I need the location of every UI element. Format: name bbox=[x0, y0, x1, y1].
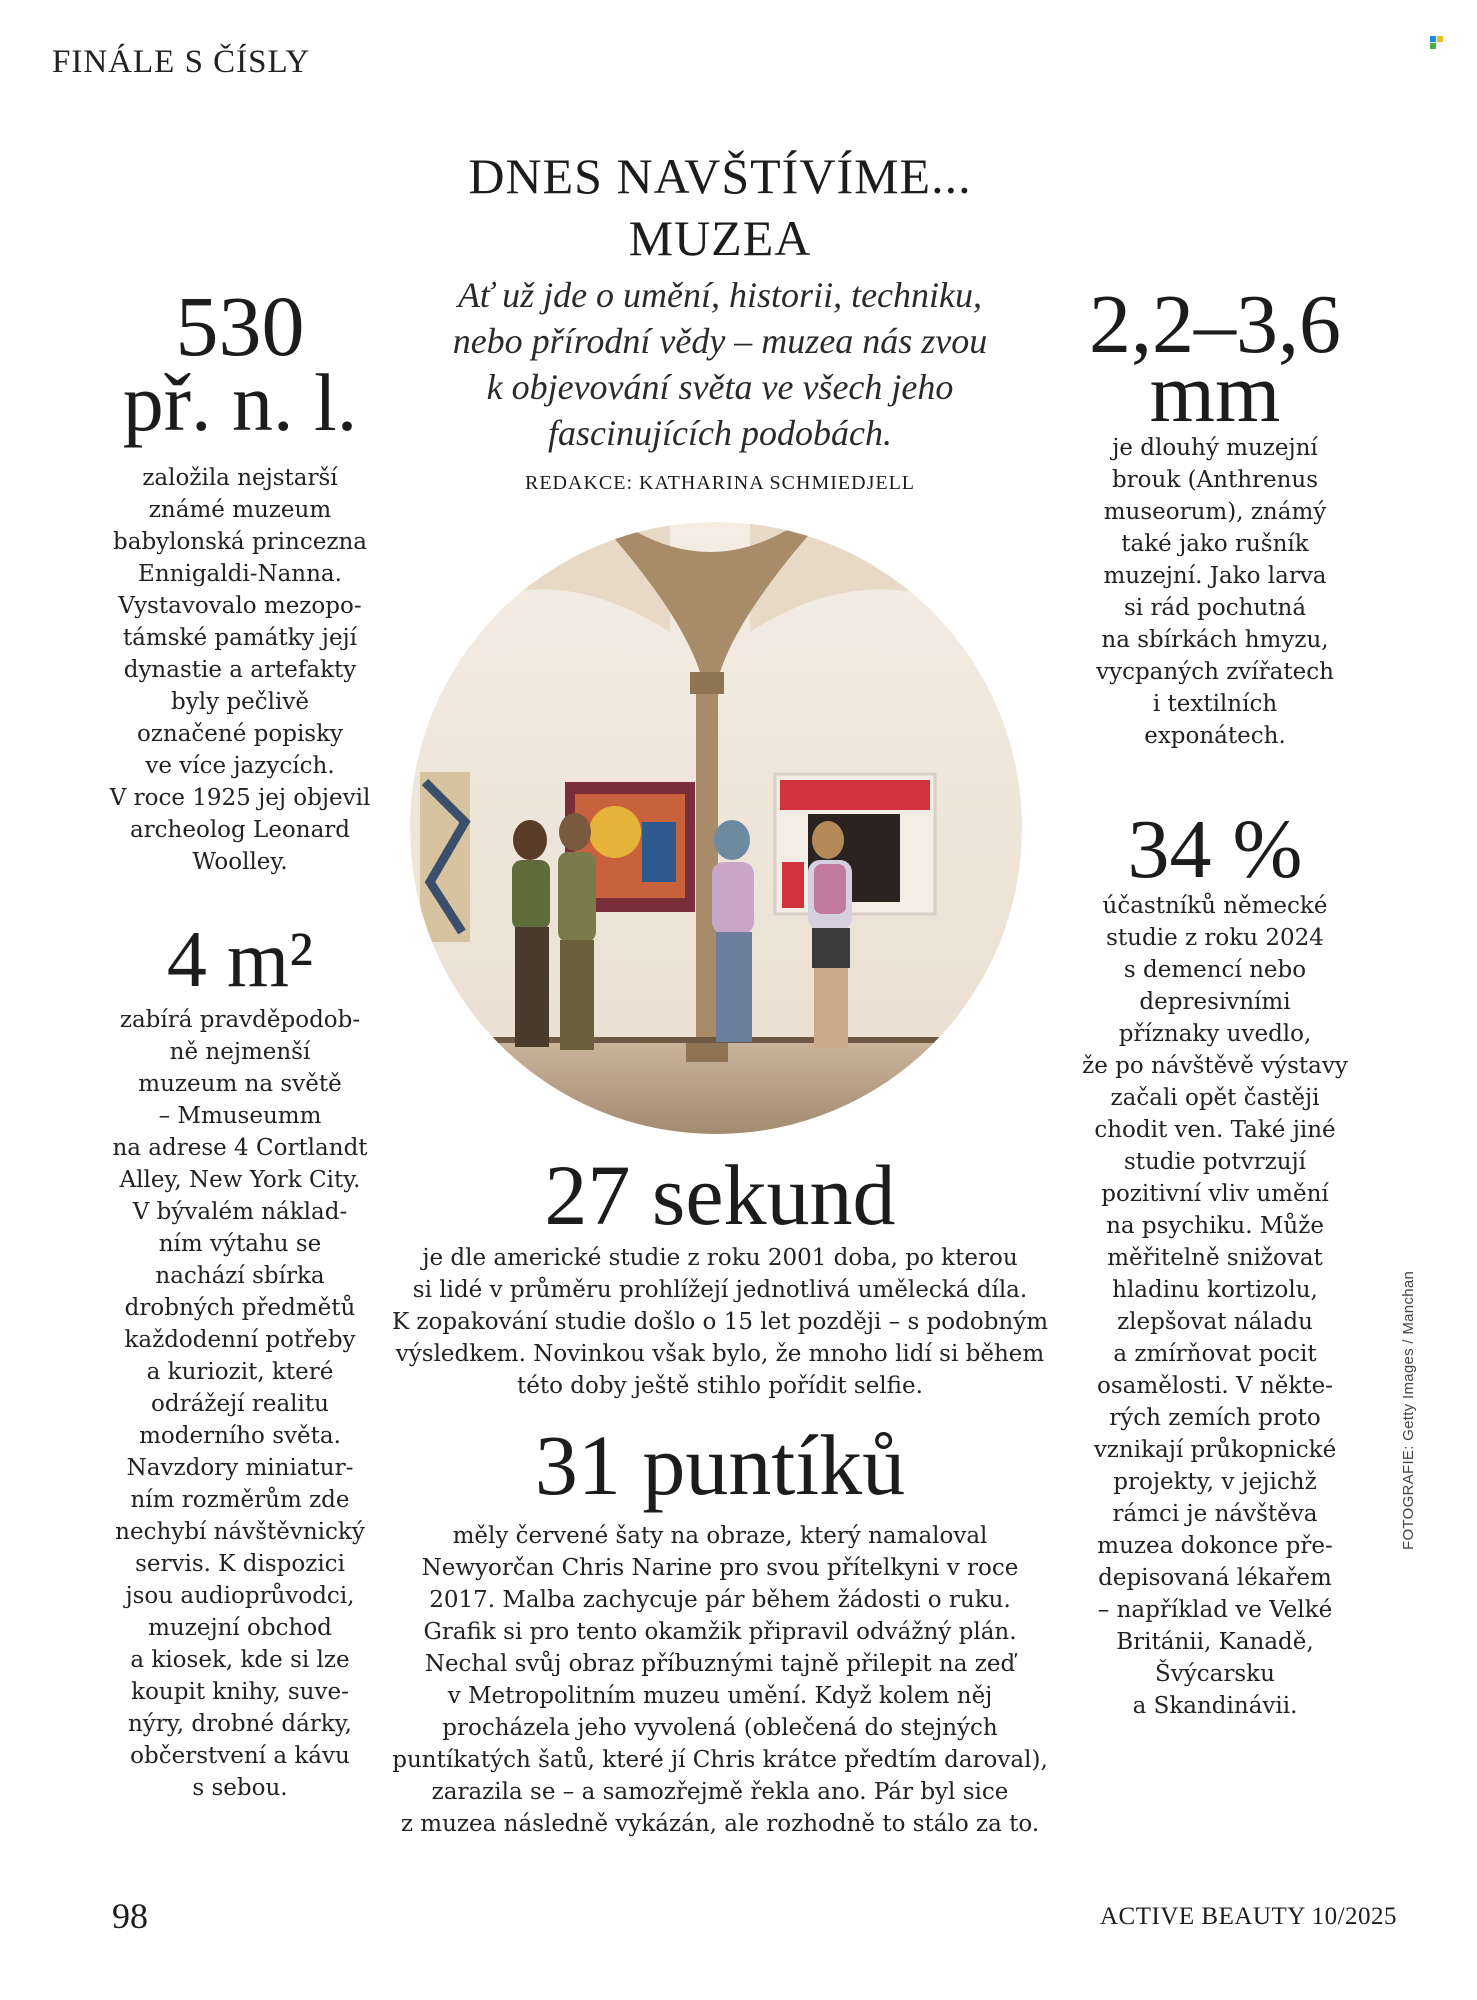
text-line: také jako rušník bbox=[1121, 531, 1309, 557]
text-line: dynastie a artefakty bbox=[123, 657, 357, 683]
text-line: osamělosti. V někte- bbox=[1097, 1373, 1333, 1399]
text-line: rámci je návštěva bbox=[1112, 1501, 1318, 1527]
text-line: muzea dokonce pře- bbox=[1097, 1533, 1333, 1559]
text-line: V roce 1925 jej objevil bbox=[109, 785, 371, 811]
intro-line: fascinujících podobách. bbox=[548, 413, 892, 453]
text-line: hladinu kortizolu, bbox=[1112, 1277, 1318, 1303]
text-line: Grafik si pro tento okamžik připravil odvážný plán. bbox=[423, 1619, 1017, 1645]
text-line: ním rozměrům zde bbox=[130, 1487, 350, 1513]
title-line-1: DNES NAVŠTÍVÍME... bbox=[468, 148, 972, 204]
text-line: – například ve Velké bbox=[1097, 1597, 1333, 1623]
text-line: odrážejí realitu bbox=[151, 1391, 329, 1417]
text-line: i textilních bbox=[1152, 691, 1278, 717]
text-line: ve více jazycích. bbox=[145, 753, 335, 779]
text-line: s sebou. bbox=[192, 1775, 288, 1801]
text-line: servis. K dispozici bbox=[135, 1551, 345, 1577]
section-label: FINÁLE S ČÍSLY bbox=[52, 44, 311, 80]
text-line: exponátech. bbox=[1144, 723, 1286, 749]
text-line: a kiosek, kde si lze bbox=[130, 1647, 350, 1673]
text-line: ně nejmenší bbox=[169, 1039, 311, 1065]
museum-gallery-illustration bbox=[410, 522, 1022, 1134]
text-line: je dle americké studie z roku 2001 doba, po kterou bbox=[422, 1245, 1018, 1271]
text-line: příznaky uvedlo, bbox=[1118, 1021, 1312, 1047]
text-line: byly pečlivě bbox=[171, 689, 309, 715]
page-number: 98 bbox=[112, 1896, 148, 1936]
text-line: s demencí nebo bbox=[1123, 957, 1307, 983]
corner-logo-mark bbox=[1430, 36, 1444, 50]
text-line: nýry, drobné dárky, bbox=[127, 1711, 352, 1737]
text-line: depresivními bbox=[1139, 989, 1291, 1015]
text-line: nechybí návštěvnický bbox=[115, 1519, 365, 1545]
text-line: Nechal svůj obraz příbuznými tajně přilepit na zeď bbox=[424, 1651, 1016, 1677]
fact-31-number: 31 puntíků bbox=[534, 1417, 906, 1513]
text-line: jsou audioprůvodci, bbox=[125, 1583, 355, 1609]
text-line: muzejní. Jako larva bbox=[1103, 563, 1327, 589]
text-line: z muzea následně vykázán, ale rozhodně to stálo za to. bbox=[400, 1811, 1040, 1837]
text-line: Británii, Kanadě, bbox=[1116, 1629, 1314, 1655]
text-line: Woolley. bbox=[192, 849, 288, 875]
fact-27-text bbox=[380, 1242, 1060, 1402]
text-line: Newyorčan Chris Narine pro svou přítelkyni v roce bbox=[421, 1555, 1019, 1581]
text-line: depisovaná lékařem bbox=[1098, 1565, 1332, 1591]
fact-530-number: 530 bbox=[175, 278, 305, 374]
text-line: začali opět častěji bbox=[1110, 1085, 1320, 1111]
fact-34-text bbox=[1020, 890, 1410, 1722]
title-line-2: MUZEA bbox=[628, 210, 812, 266]
fact-27-number: 27 sekund bbox=[544, 1147, 896, 1243]
byline: REDAKCE: KATHARINA SCHMIEDJELL bbox=[525, 472, 915, 494]
text-line: výsledkem. Novinkou však bylo, že mnoho lidí si během bbox=[395, 1341, 1045, 1367]
text-line: na psychiku. Může bbox=[1106, 1213, 1324, 1239]
text-line: procházela jeho vyvolená (oblečená do stejných bbox=[442, 1715, 998, 1741]
fact-4m2-number: 4 m² bbox=[166, 916, 314, 1004]
text-line: drobných předmětů bbox=[124, 1295, 356, 1321]
text-line: označené popisky bbox=[136, 721, 344, 747]
text-line: této doby ještě stihlo pořídit selfie. bbox=[517, 1373, 923, 1399]
intro-line: Ať už jde o umění, historii, techniku, bbox=[457, 275, 983, 315]
text-line: brouk (Anthrenus bbox=[1111, 467, 1319, 493]
text-line: v Metropolitním muzeu umění. Když kolem něj bbox=[447, 1683, 993, 1709]
text-line: každodenní potřeby bbox=[124, 1327, 356, 1353]
text-line: a zmírňovat pocit bbox=[1113, 1341, 1317, 1367]
text-line: zlepšovat náladu bbox=[1117, 1309, 1313, 1335]
text-line: na sbírkách hmyzu, bbox=[1101, 627, 1329, 653]
text-line: občerstvení a kávu bbox=[130, 1743, 350, 1769]
text-line: Ennigaldi-Nanna. bbox=[138, 561, 342, 587]
museum-photo bbox=[410, 522, 1022, 1134]
text-line: moderního světa. bbox=[139, 1423, 341, 1449]
text-line: V bývalém náklad- bbox=[132, 1199, 348, 1225]
text-line: muzeum na světě bbox=[138, 1071, 342, 1097]
fact-530-text bbox=[60, 462, 420, 878]
fact-31-text bbox=[380, 1520, 1060, 1840]
text-line: Alley, New York City. bbox=[119, 1167, 361, 1193]
text-line: měly červené šaty na obraze, který namaloval bbox=[452, 1523, 988, 1549]
article-intro bbox=[400, 272, 1040, 456]
fact-34-number: 34 % bbox=[1127, 803, 1303, 896]
text-line: projekty, v jejichž bbox=[1113, 1469, 1317, 1495]
text-line: – Mmuseumm bbox=[158, 1103, 322, 1129]
intro-line: nebo přírodní vědy – muzea nás zvou bbox=[452, 321, 988, 361]
text-line: pozitivní vliv umění bbox=[1101, 1181, 1329, 1207]
fact-4m2-text bbox=[60, 1004, 420, 1804]
text-line: na adrese 4 Cortlandt bbox=[112, 1135, 368, 1161]
text-line: puntíkatých šatů, které jí Chris krátce předtím daroval), bbox=[392, 1747, 1048, 1773]
text-line: K zopakování studie došlo o 15 let později – s podobným bbox=[391, 1309, 1049, 1335]
photo-credit: FOTOGRAFIE: Getty Images / Manchan bbox=[1400, 1270, 1417, 1550]
article-title bbox=[400, 145, 1040, 269]
text-line: měřitelně snižovat bbox=[1107, 1245, 1323, 1271]
text-line: zabírá pravděpodob- bbox=[119, 1007, 361, 1033]
text-line: že po návštěvě výstavy bbox=[1082, 1053, 1348, 1079]
text-line: Navzdory miniatur- bbox=[126, 1455, 354, 1481]
text-line: nachází sbírka bbox=[155, 1263, 325, 1289]
text-line: založila nejstarší bbox=[142, 465, 338, 491]
intro-line: k objevování světa ve všech jeho bbox=[486, 367, 954, 407]
text-line: si rád pochutná bbox=[1123, 595, 1307, 621]
text-line: rých zemích proto bbox=[1109, 1405, 1321, 1431]
text-line: si lidé v průměru prohlížejí jednotlivá umělecká díla. bbox=[412, 1277, 1028, 1303]
text-line: támské památky její bbox=[122, 625, 358, 651]
text-line: účastníků německé bbox=[1102, 893, 1328, 919]
fact-beetle-text bbox=[1020, 432, 1410, 752]
text-line: studie z roku 2024 bbox=[1106, 925, 1324, 951]
text-line: a Skandinávii. bbox=[1132, 1693, 1298, 1719]
text-line: koupit knihy, suve- bbox=[131, 1679, 349, 1705]
text-line: Švýcarsku bbox=[1155, 1661, 1275, 1687]
text-line: muzejní obchod bbox=[148, 1615, 332, 1641]
text-line: babylonská princezna bbox=[113, 529, 367, 555]
fact-530-unit: př. n. l. bbox=[122, 357, 358, 448]
text-line: známé muzeum bbox=[148, 497, 332, 523]
text-line: zarazila se – a samozřejmě řekla ano. Pár byl sice bbox=[431, 1779, 1009, 1805]
text-line: ním výtahu se bbox=[158, 1231, 322, 1257]
issue-label: ACTIVE BEAUTY 10/2025 bbox=[1100, 1903, 1398, 1930]
text-line: chodit ven. Také jiné bbox=[1094, 1117, 1336, 1143]
text-line: vycpaných zvířatech bbox=[1096, 659, 1334, 685]
text-line: studie potvrzují bbox=[1123, 1149, 1307, 1175]
fact-beetle-number: 2,2–3,6 bbox=[1089, 278, 1341, 371]
text-line: a kuriozit, které bbox=[146, 1359, 334, 1385]
text-line: vznikají průkopnické bbox=[1093, 1437, 1337, 1463]
text-line: 2017. Malba zachycuje pár během žádosti o ruku. bbox=[429, 1587, 1011, 1613]
text-line: archeolog Leonard bbox=[129, 817, 351, 843]
fact-beetle-unit: mm bbox=[1149, 347, 1281, 440]
text-line: museorum), známý bbox=[1103, 499, 1327, 525]
text-line: Vystavovalo mezopo- bbox=[118, 593, 362, 619]
text-line: je dlouhý muzejní bbox=[1112, 435, 1318, 461]
